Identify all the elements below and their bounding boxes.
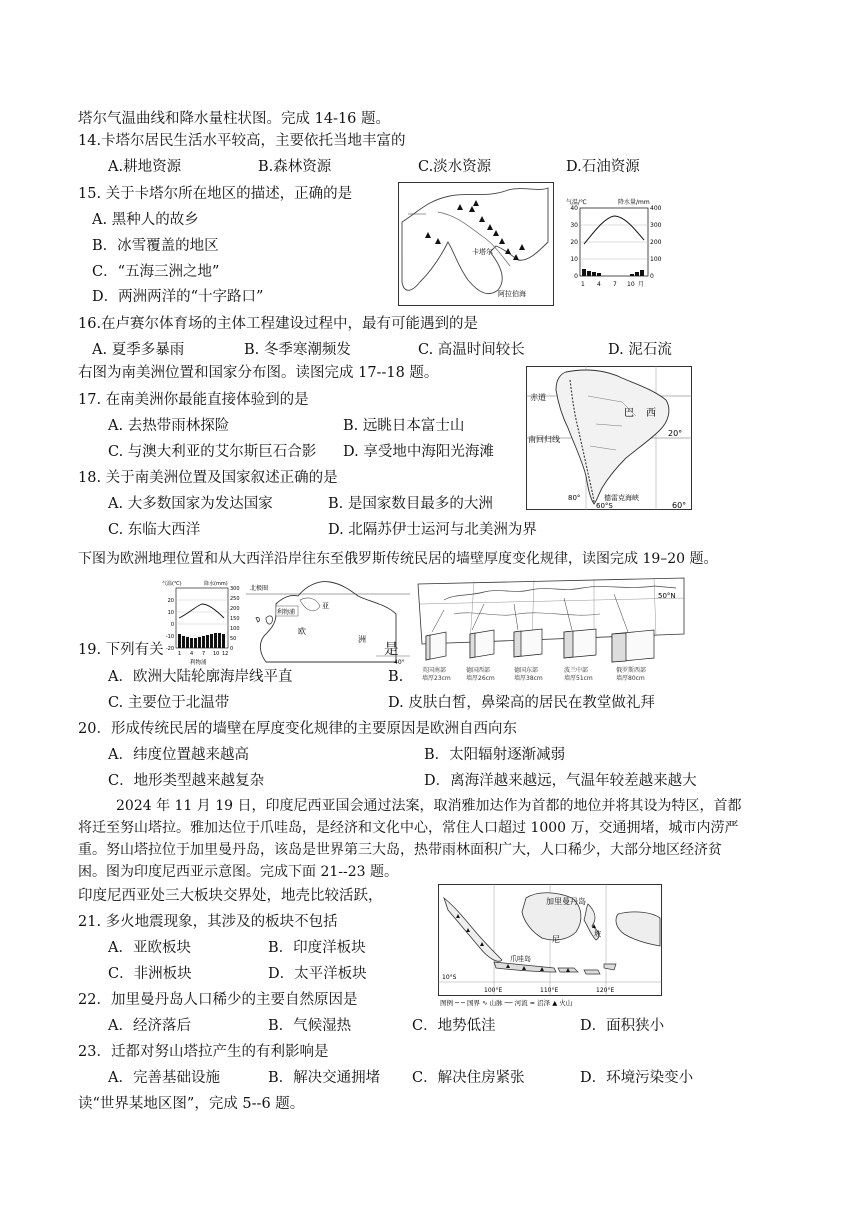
climate1-tick-right-400: 400 [650, 205, 662, 212]
q19-option-c: C. 主要位于北温带 [108, 695, 230, 711]
q22-option-a: A．经济落后 [108, 1018, 191, 1034]
q21-option-d: D．太平洋板块 [268, 966, 367, 982]
south-america-map [526, 366, 692, 510]
wall-place-5: 俄罗斯西部 [616, 667, 647, 674]
q18-option-d: D. 北隔苏伊士运河与北美洲为界 [328, 522, 537, 538]
climate2-tick-right-100: 100 [230, 626, 240, 632]
indo-label-bo: 坡 [594, 930, 601, 938]
sa-label-60: 60° [672, 501, 687, 510]
q17-option-d: D. 享受地中海阳光海滩 [343, 444, 494, 460]
climate1-tick-left-10: 10 [570, 256, 578, 263]
wall-thickness-diagram [414, 574, 688, 690]
paragraph-line-1: 2024 年 11 月 19 日，印度尼西亚国会通过法案，取消雅加达作为首都的地位并将其设为特区，首都 [116, 798, 742, 814]
q21-option-a: A．亚欧板块 [108, 940, 191, 956]
climate2-caption: 利物浦 [190, 660, 207, 666]
intro-19-20: 下图为欧洲地理位置和从大西洋沿岸往东至俄罗斯传统民居的墙壁厚度变化规律，读图完成 19–20 题。 [78, 551, 718, 567]
q17-option-a: A. 去热带雨林探险 [108, 418, 230, 434]
paragraph-line-3: 重。努山塔拉位于加里曼丹岛，该岛是世界第三大岛，热带雨林面积广大，人口稀少，大部分地区经济贫 [78, 842, 722, 858]
wall-place-1: 英国南部 [422, 667, 447, 674]
climate1-tick-right-200: 200 [650, 239, 662, 246]
indo-label-10s: 10°S [442, 974, 457, 981]
wall-thick-2: 墙厚26cm [466, 675, 495, 682]
climate2-tick-x-10: 10 [213, 651, 220, 657]
q18-option-b: B. 是国家数目最多的大洲 [328, 496, 493, 512]
intro-17-18: 右图为南美洲位置和国家分布图。读图完成 17--18 题。 [78, 365, 439, 381]
intro-5-6: 读“世界某地区图”，完成 5--6 题。 [78, 1096, 305, 1112]
question-16: 16.在卢赛尔体育场的主体工程建设过程中，最有可能遇到的是 [78, 316, 479, 332]
q19-option-d: D. 皮肤白皙，鼻梁高的居民在教堂做礼拜 [388, 695, 655, 711]
sa-label-80: 80° [568, 494, 581, 502]
wall-thick-5: 墙厚80cm [616, 675, 645, 682]
q15-option-b: B．冰雪覆盖的地区 [92, 238, 219, 254]
q21-option-c: C．非洲板块 [108, 966, 192, 982]
q20-option-c: C．地形类型越来越复杂 [108, 773, 265, 789]
q14-option-d: D.石油资源 [566, 159, 640, 175]
climate1-ylabel-right: 降水量/mm [618, 199, 650, 206]
climate2-tick-right-250: 250 [230, 596, 240, 602]
indo-label-ni: 尼 [552, 935, 560, 944]
q14-option-b: B.森林资源 [258, 159, 332, 175]
climate1-tick-right-0: 0 [650, 273, 654, 280]
indo-label-100e: 100°E [484, 987, 503, 994]
q19-option-b: B. [388, 669, 404, 685]
wall-place-2: 德国西部 [466, 667, 491, 674]
q22-option-b: B．气候湿热 [268, 1018, 352, 1034]
sa-label-drake: 德雷克海峡 [604, 494, 639, 502]
question-15: 15. 关于卡塔尔所在地区的描述，正确的是 [78, 186, 353, 202]
europe-label-ou: 欧 [298, 627, 306, 636]
climate1-tick-right-100: 100 [650, 256, 662, 263]
q15-option-d: D．两洲两洋的“十字路口” [92, 289, 264, 305]
wall-thick-4: 墙厚51cm [564, 675, 593, 682]
q15-option-a: A. 黑种人的故乡 [92, 212, 199, 228]
climate1-tick-x-7: 7 [613, 281, 617, 288]
sa-label-60s: 60°S [596, 502, 613, 510]
climate1-ylabel-left: 气温/℃ [566, 199, 587, 206]
q18-option-a: A. 大多数国家为发达国家 [108, 496, 273, 512]
indo-label-110e: 110°E [540, 987, 559, 994]
climate1-tick-x-10: 10 [627, 281, 635, 288]
question-18: 18. 关于南美洲位置及国家叙述正确的是 [78, 470, 338, 486]
question-17: 17. 在南美洲你最能直接体验到的是 [78, 392, 309, 408]
q16-option-b: B. 冬季寒潮频发 [244, 342, 351, 358]
climate2-ylabel-left: 气温(℃) [162, 581, 182, 587]
climate2-tick-x-4: 4 [190, 651, 194, 657]
q17-option-c: C. 与澳大利亚的艾尔斯巨石合影 [108, 444, 317, 460]
climate2-tick-left-m10: -10 [165, 634, 174, 640]
sa-label-20: 20° [668, 429, 683, 438]
climate2-tick-right-200: 200 [230, 606, 240, 612]
q23-option-d: D．环境污染变小 [580, 1070, 694, 1086]
wall-thick-1: 墙厚23cm [422, 675, 451, 682]
sa-label-equator: 赤道 [530, 393, 546, 402]
q16-option-c: C. 高温时间较长 [418, 342, 525, 358]
climate2-tick-left-0: 0 [170, 622, 174, 628]
q23-option-b: B．解决交通拥堵 [268, 1070, 381, 1086]
indo-label-kalimantan: 加里曼丹岛 [546, 897, 586, 906]
q20-option-b: B．太阳辐射逐渐减弱 [424, 747, 566, 763]
indonesia-map [438, 884, 662, 1008]
climate2-tick-right-300: 300 [230, 586, 240, 592]
q15-option-c: C．“五海三洲之地” [92, 264, 220, 280]
climate1-tick-left-0: 0 [574, 273, 578, 280]
indo-label-120e: 120°E [596, 987, 615, 994]
europe-label-40: 40° [394, 659, 405, 666]
climate2-tick-right-50: 50 [230, 636, 237, 642]
climate2-tick-x-7: 7 [202, 651, 206, 657]
climate1-tick-left-20: 20 [570, 239, 578, 246]
sa-label-tropic: 南回归线 [528, 435, 560, 444]
climate1-tick-left-30: 30 [570, 222, 578, 229]
question-14: 14.卡塔尔居民生活水平较高，主要依托当地丰富的 [78, 133, 406, 149]
sa-label-brazil-1: 巴 [624, 408, 634, 419]
q16-option-d: D. 泥石流 [608, 342, 672, 358]
q14-option-a: A.耕地资源 [108, 159, 182, 175]
middle-east-map [398, 182, 554, 306]
climate2-tick-left-20: 20 [167, 598, 174, 604]
map-label-qatar: 卡塔尔 [472, 248, 493, 256]
indo-label-java: 爪哇岛 [510, 955, 531, 963]
climate2-tick-left-10: 10 [167, 610, 174, 616]
intro-text: 塔尔气温曲线和降水量柱状图。完成 14-16 题。 [78, 111, 391, 127]
sa-label-brazil-2: 西 [646, 408, 656, 419]
question-22: 22．加里曼丹岛人口稀少的主要自然原因是 [78, 992, 358, 1008]
climate2-tick-right-0: 0 [230, 646, 234, 652]
climate2-tick-left-m20: -20 [165, 646, 174, 652]
q22-option-d: D．面积狭小 [580, 1018, 665, 1034]
walls-label-lat: 50°N [658, 592, 676, 600]
climate2-ylabel-right: 降水(mm) [204, 581, 228, 587]
paragraph-line-2: 将迁至努山塔拉。雅加达位于爪哇岛，是经济和文化中心，常住人口超过 1000 万，交通拥堵，城市内涝严 [78, 820, 739, 836]
q17-option-b: B. 远眺日本富士山 [343, 418, 465, 434]
q23-option-c: C．解决住房紧张 [412, 1070, 525, 1086]
q18-option-c: C. 东临大西洋 [108, 522, 201, 538]
indo-legend: 图例 ─ ─ 国界 ∿ 山脉 ── 河流 ≈ 沼泽 ▲ 火山 [440, 999, 573, 1007]
europe-label-zhou: 洲 [358, 635, 366, 644]
paragraph-line-4: 困。图为印度尼西亚示意图。完成下面 21--23 题。 [78, 864, 398, 880]
q14-option-c: C.淡水资源 [418, 159, 492, 175]
climate1-tick-x-1: 1 [581, 281, 585, 288]
europe-label-liverpool: 利物浦 [277, 609, 296, 616]
q21-option-b: B．印度洋板块 [268, 940, 366, 956]
climate1-tick-left-40: 40 [570, 205, 578, 212]
wall-place-4: 波兰中部 [564, 667, 589, 674]
climate2-tick-x-12: 12 [222, 651, 229, 657]
map-label-arabian-sea: 阿拉伯海 [498, 290, 526, 298]
question-21: 21. 多火地震现象，其涉及的板块不包括 [78, 914, 338, 930]
q16-option-a: A. 夏季多暴雨 [92, 342, 185, 358]
q20-option-a: A．纬度位置越来越高 [108, 747, 249, 763]
question-19-end: 是 [384, 642, 399, 658]
europe-label-arctic: 北极圈 [250, 585, 269, 592]
qatar-climate-chart [560, 196, 660, 292]
wall-thick-3: 墙厚38cm [514, 675, 543, 682]
climate2-tick-x-1: 1 [178, 651, 182, 657]
q20-option-d: D．离海洋越来越远，气温年较差越来越大 [424, 773, 697, 789]
climate1-tick-right-300: 300 [650, 222, 662, 229]
climate1-tick-x-month: 月 [638, 281, 645, 288]
question-23: 23．迁都对努山塔拉产生的有利影响是 [78, 1044, 329, 1060]
europe-map [246, 574, 410, 666]
question-19: 19. 下列有关 [78, 642, 164, 658]
intro-21: 印度尼西亚处三大板块交界处，地壳比较活跃， [78, 888, 383, 904]
q22-option-c: C．地势低洼 [412, 1018, 496, 1034]
question-20: 20．形成传统民居的墙壁在厚度变化规律的主要原因是欧洲自西向东 [78, 721, 517, 737]
q23-option-a: A．完善基础设施 [108, 1070, 220, 1086]
europe-label-ya: 亚 [322, 602, 329, 610]
climate1-tick-x-4: 4 [597, 281, 601, 288]
wall-place-3: 德国东部 [514, 667, 539, 674]
q19-option-a: A．欧洲大陆轮廓海岸线平直 [108, 669, 293, 685]
liverpool-climate-chart [160, 578, 244, 670]
climate2-tick-right-150: 150 [230, 616, 240, 622]
